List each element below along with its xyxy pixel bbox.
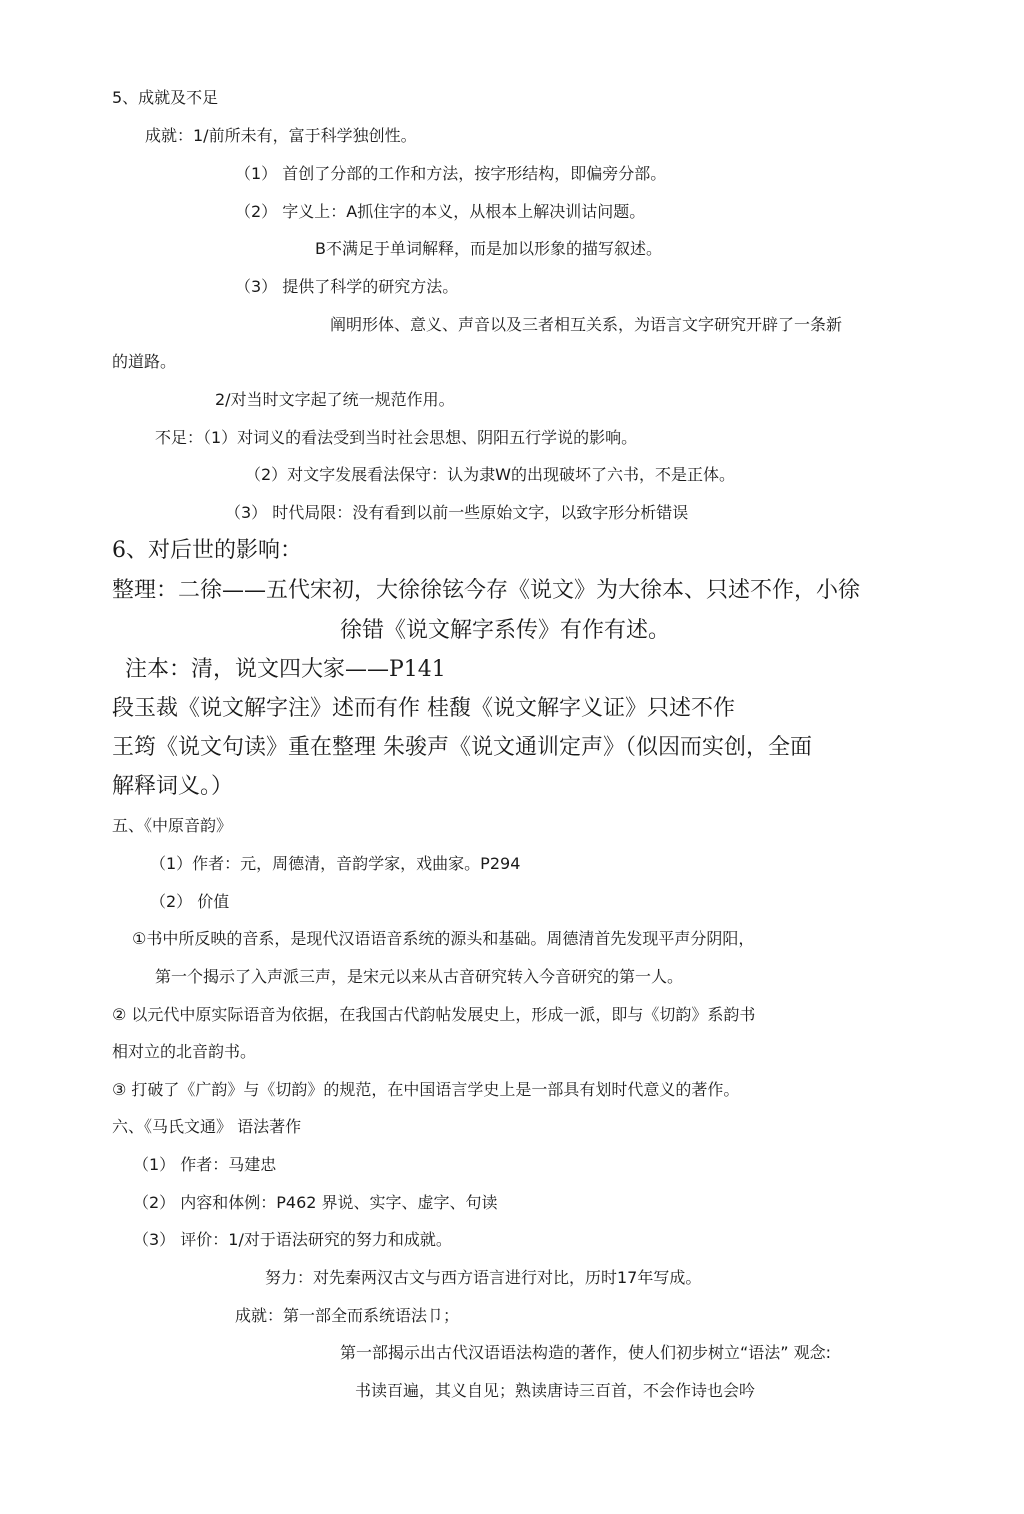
achievement-item-3-detail-cont: 的道路。 bbox=[112, 352, 177, 371]
achievement-item-3-detail: 阐明形体、意义、声音以及三者相互关系，为语言文字研究开辟了一条新 bbox=[330, 315, 843, 334]
mashi-achievement-cont: 第一部揭示出古代汉语语法构造的著作，使人们初步树立“语法” 观念: bbox=[340, 1343, 832, 1362]
achievement-item-2b: B不满足于单词解释，而是加以形象的描写叙述。 bbox=[315, 239, 662, 258]
mashi-content: （2） 内容和体例：P462 界说、实字、虚字、句读 bbox=[133, 1193, 498, 1212]
scholars-line-1: 段玉裁《说文解字注》述而有作 桂馥《说文解字义证》只述不作 bbox=[112, 696, 735, 721]
zhongyuan-value-1-cont: 第一个揭示了入声派三声，是宋元以来从古音研究转入今音研究的第一人。 bbox=[155, 967, 684, 986]
achievement-item-2: （2） 字义上：A抓住字的本义，从根本上解决训诂问题。 bbox=[235, 202, 646, 221]
zhongyuan-value-2-cont: 相对立的北音韵书。 bbox=[112, 1042, 257, 1061]
mashi-evaluation: （3） 评价：1/对于语法研究的努力和成就。 bbox=[133, 1230, 452, 1249]
shortcoming-item-2: （2）对文字发展看法保守：认为隶W的出现破坏了六书，不是正体。 bbox=[245, 465, 736, 484]
section-5-heading: 5、成就及不足 bbox=[112, 88, 219, 107]
zhongyuan-value-3: ③ 打破了《广韵》与《切韵》的规范，在中国语言学史上是一部具有划时代意义的著作。 bbox=[112, 1080, 740, 1099]
achievement-item-3: （3） 提供了科学的研究方法。 bbox=[235, 277, 459, 296]
scholars-line-2: 王筠《说文句读》重在整理 朱骏声《说文通训定声》（似因而实创，全面 bbox=[112, 735, 812, 760]
zhongyuan-value: （2） 价值 bbox=[150, 892, 230, 911]
arrangement-line-cont: 徐错《说文解字系传》有作有述。 bbox=[340, 618, 671, 643]
mashi-author: （1） 作者：马建忠 bbox=[133, 1155, 277, 1174]
quote-line: 书读百遍，其义自见；熟读唐诗三百首，不会作诗也会吟 bbox=[355, 1381, 756, 1400]
zhongyuan-value-1: ①书中所反映的音系，是现代汉语语音系统的源头和基础。周德清首先发现平声分阴阳， bbox=[132, 929, 755, 948]
zhongyuan-value-2: ② 以元代中原实际语音为依据，在我国古代韵帖发展史上，形成一派，即与《切韵》系韵书 bbox=[112, 1005, 756, 1024]
section-five-heading: 五、《中原音韵》 bbox=[112, 816, 233, 835]
scholars-line-2-cont: 解释词义。） bbox=[112, 774, 234, 799]
achievement-2: 2/对当时文字起了统一规范作用。 bbox=[215, 390, 455, 409]
section-six-heading: 六、《马氏文通》 语法著作 bbox=[112, 1117, 302, 1136]
zhongyuan-author: （1）作者：元，周德清，音韵学家，戏曲家。P294 bbox=[150, 854, 521, 873]
section-6-heading: 6、对后世的影响： bbox=[112, 538, 302, 563]
mashi-achievement: 成就：第一部全而系统语法卩； bbox=[235, 1306, 460, 1325]
shortcoming-item-1: 不足：（1）对词义的看法受到当时社会思想、阴阳五行学说的影响。 bbox=[155, 428, 638, 447]
shortcoming-item-3: （3） 时代局限：没有看到以前一些原始文字，以致字形分析错误 bbox=[225, 503, 689, 522]
achievement-line: 成就：1/前所未有，富于科学独创性。 bbox=[145, 126, 417, 145]
arrangement-line: 整理：二徐——五代宋初，大徐徐铉今存《说文》为大徐本、只述不作，小徐 bbox=[112, 578, 861, 603]
mashi-effort: 努力：对先秦两汉古文与西方语言进行对比，历时17年写成。 bbox=[265, 1268, 702, 1287]
annotation-line: 注本：清，说文四大家——P141 bbox=[125, 657, 446, 682]
achievement-item-1: （1） 首创了分部的工作和方法，按字形结构，即偏旁分部。 bbox=[235, 164, 667, 183]
